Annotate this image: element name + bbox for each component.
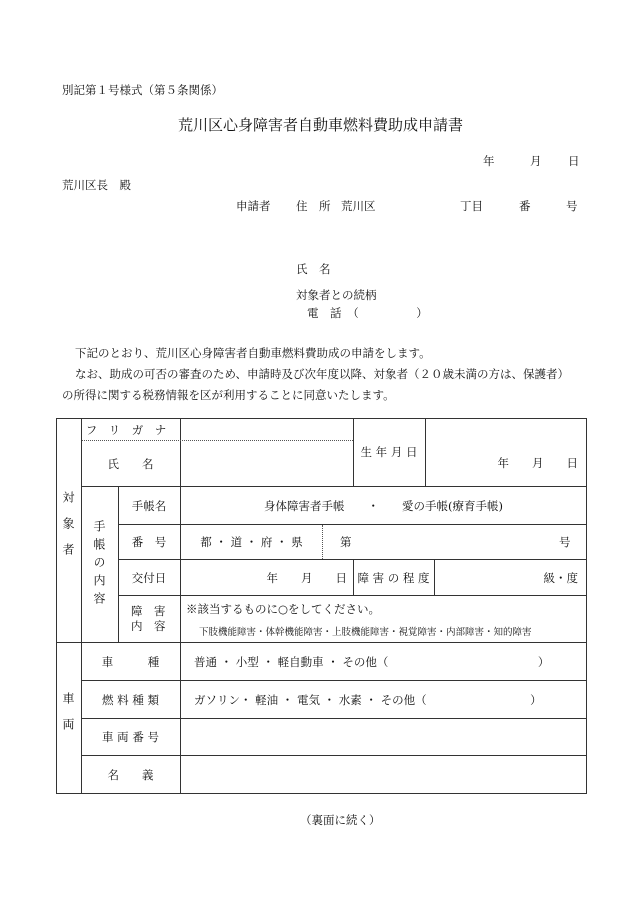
vehicle-group-label: 車両 bbox=[61, 692, 75, 744]
disability-label-2: 内 容 bbox=[131, 619, 166, 633]
owner-field[interactable] bbox=[181, 756, 586, 793]
footer-note: （裏面に続く） bbox=[300, 813, 381, 827]
techo-name-label: 手帳名 bbox=[131, 498, 167, 513]
issue-label: 交付日 bbox=[131, 570, 167, 585]
degree-label: 障 害 の 程 度 bbox=[357, 570, 430, 585]
number-prefecture[interactable]: 都 ・ 道 ・ 府 ・ 県 bbox=[200, 535, 303, 549]
addressee: 荒川区長 殿 bbox=[62, 178, 131, 192]
address-prefix: 荒川区 bbox=[341, 199, 376, 213]
number-dai: 第 bbox=[340, 535, 352, 549]
degree-value[interactable]: 級・度 bbox=[543, 570, 578, 585]
phone-label: 電 話 （ ） bbox=[307, 306, 428, 320]
vehicle-type-value[interactable]: 普通 ・ 小型 ・ 軽自動車 ・ その他（ ） bbox=[194, 655, 550, 669]
techo-name-value[interactable]: 身体障害者手帳 ・ 愛の手帳(療育手帳) bbox=[264, 498, 503, 513]
plate-label: 車 両 番 号 bbox=[102, 730, 159, 744]
birth-label: 生 年 月 日 bbox=[360, 445, 418, 459]
disability-options[interactable]: 下肢機能障害・体幹機能障害・上肢機能障害・視覚障害・内部障害・知的障害 bbox=[199, 627, 532, 638]
furigana-label: フ リ ガ ナ bbox=[85, 422, 167, 437]
name-field[interactable] bbox=[181, 441, 353, 486]
page-title: 荒川区心身障害者自動車燃料費助成申請書 bbox=[178, 116, 464, 134]
address-chome: 丁目 bbox=[460, 199, 483, 213]
subject-group-label: 対象者 bbox=[61, 491, 75, 569]
address-ban: 番 bbox=[519, 199, 531, 213]
fuel-label: 燃 料 種 類 bbox=[102, 692, 159, 707]
furigana-field[interactable] bbox=[181, 419, 353, 440]
disability-label-1: 障 害 bbox=[131, 604, 166, 618]
techo-group-label: 手帳の内容 bbox=[92, 519, 106, 610]
applicant-label: 申請者 bbox=[236, 199, 271, 213]
form-number: 別記第１号様式（第５条関係） bbox=[62, 83, 223, 97]
issue-value[interactable]: 年 月 日 bbox=[266, 570, 347, 585]
body-line-2: なお、助成の可否の審査のため、申請時及び次年度以降、対象者（２０歳未満の方は、保護者） bbox=[75, 367, 570, 381]
vehicle-type-label: 車 種 bbox=[101, 654, 160, 669]
number-go: 号 bbox=[559, 535, 571, 549]
address-label: 住 所 bbox=[296, 199, 331, 213]
owner-label: 名 義 bbox=[107, 767, 154, 782]
relation-label: 対象者との続柄 bbox=[296, 288, 377, 302]
address-go: 号 bbox=[566, 199, 578, 213]
date-year: 年 bbox=[483, 154, 495, 168]
number-label: 番 号 bbox=[131, 535, 167, 549]
disability-note: ※該当するものに○をしてください。 bbox=[186, 602, 381, 616]
fuel-value[interactable]: ガソリン・ 軽油 ・ 電気 ・ 水素 ・ その他（ ） bbox=[194, 693, 542, 707]
birth-value[interactable]: 年 月 日 bbox=[497, 456, 578, 470]
date-month: 月 bbox=[530, 154, 542, 168]
body-line-1: 下記のとおり、荒川区心身障害者自動車燃料費助成の申請をします。 bbox=[75, 346, 431, 360]
plate-field[interactable] bbox=[181, 719, 586, 755]
name-label: 氏 名 bbox=[107, 456, 154, 471]
applicant-name-label: 氏 名 bbox=[296, 262, 331, 276]
date-day: 日 bbox=[568, 154, 580, 168]
body-line-3: の所得に関する税務情報を区が利用することに同意いたします。 bbox=[62, 388, 395, 402]
